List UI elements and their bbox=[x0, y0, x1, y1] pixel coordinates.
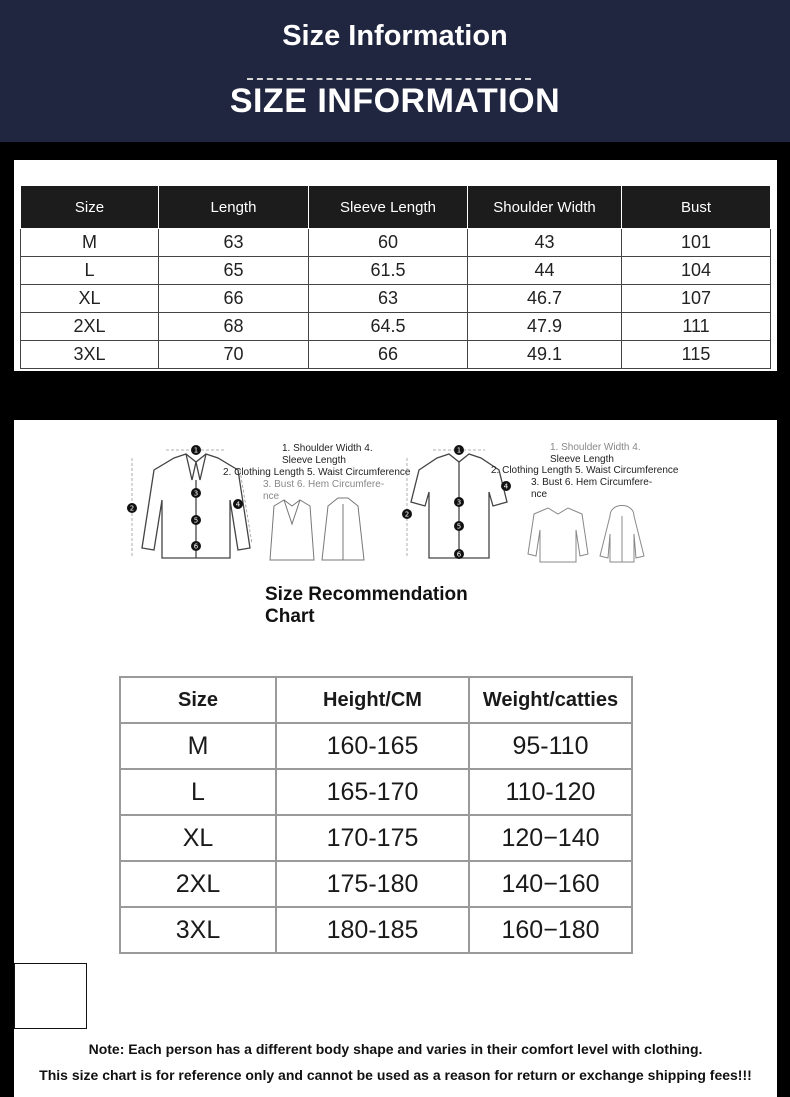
svg-text:3: 3 bbox=[193, 489, 199, 498]
table-cell: 65 bbox=[159, 257, 309, 285]
table-cell: 160-165 bbox=[276, 723, 469, 769]
table-cell: 120−140 bbox=[469, 815, 632, 861]
table-row bbox=[120, 769, 632, 815]
table-cell: 63 bbox=[159, 229, 309, 257]
table-cell: M bbox=[120, 723, 276, 769]
table-row bbox=[21, 229, 771, 257]
banner-title: SIZE INFORMATION bbox=[229, 82, 561, 120]
column-header: Bust bbox=[622, 186, 771, 229]
disclaimer-text: This size chart is for reference only and cannot be used as a reason for return or exchange shipping fees!!! bbox=[39, 1067, 752, 1083]
recommendation-panel bbox=[14, 420, 777, 1097]
table-row bbox=[21, 257, 771, 285]
diagram-note: 2. Clothing Length 5. Waist Circumference bbox=[223, 467, 411, 478]
diagram-note: nce bbox=[531, 489, 548, 500]
jacket-sketch-icons bbox=[264, 494, 374, 566]
table-cell: 110-120 bbox=[469, 769, 632, 815]
diagram-note: nce bbox=[263, 491, 280, 502]
table-cell: 3XL bbox=[120, 907, 276, 953]
svg-text:4: 4 bbox=[235, 500, 241, 509]
measurement-table bbox=[20, 185, 771, 369]
table-cell: 175-180 bbox=[276, 861, 469, 907]
jacket-measurement-diagram bbox=[126, 440, 266, 570]
table-cell: 66 bbox=[159, 285, 309, 313]
column-header: Size bbox=[120, 677, 276, 723]
table-cell: 95-110 bbox=[469, 723, 632, 769]
table-cell: 66 bbox=[309, 341, 468, 369]
table-row bbox=[120, 907, 632, 953]
column-header: Height/CM bbox=[276, 677, 469, 723]
table-cell: 49.1 bbox=[468, 341, 622, 369]
table-row bbox=[21, 313, 771, 341]
table-cell: 47.9 bbox=[468, 313, 622, 341]
table-cell: 43 bbox=[468, 229, 622, 257]
column-header: Weight/catties bbox=[469, 677, 632, 723]
diagram-note: 2. Clothing Length 5. Waist Circumference bbox=[491, 465, 679, 476]
table-cell: 60 bbox=[309, 229, 468, 257]
table-cell: 68 bbox=[159, 313, 309, 341]
svg-text:5: 5 bbox=[456, 522, 462, 531]
column-header: Size bbox=[21, 186, 159, 229]
table-cell: 44 bbox=[468, 257, 622, 285]
recommendation-title-line: Size Recommendation bbox=[265, 584, 468, 605]
svg-text:2: 2 bbox=[404, 510, 410, 519]
note-text: Note: Each person has a different body shape and varies in their comfort level with clothing. bbox=[88, 1041, 703, 1057]
table-cell: 111 bbox=[622, 313, 771, 341]
table-cell: 165-170 bbox=[276, 769, 469, 815]
table-cell: XL bbox=[21, 285, 159, 313]
table-cell: 61.5 bbox=[309, 257, 468, 285]
table-row bbox=[21, 285, 771, 313]
table-cell: 160−180 bbox=[469, 907, 632, 953]
table-row bbox=[120, 723, 632, 769]
table-cell: 180-185 bbox=[276, 907, 469, 953]
svg-text:4: 4 bbox=[503, 482, 509, 491]
table-cell: 170-175 bbox=[276, 815, 469, 861]
svg-text:3: 3 bbox=[456, 498, 462, 507]
diagram-note: Sleeve Length bbox=[550, 454, 614, 465]
table-cell: 115 bbox=[622, 341, 771, 369]
svg-text:1: 1 bbox=[456, 446, 462, 455]
table-cell: 3XL bbox=[21, 341, 159, 369]
svg-text:6: 6 bbox=[456, 550, 462, 559]
svg-text:6: 6 bbox=[193, 542, 199, 551]
diagram-note: 1. Shoulder Width 4. bbox=[550, 442, 641, 453]
column-header: Sleeve Length bbox=[309, 186, 468, 229]
table-cell: 64.5 bbox=[309, 313, 468, 341]
table-cell: L bbox=[21, 257, 159, 285]
table-cell: 104 bbox=[622, 257, 771, 285]
column-header: Shoulder Width bbox=[468, 186, 622, 229]
table-cell: 2XL bbox=[120, 861, 276, 907]
table-row bbox=[120, 861, 632, 907]
diagram-note: Sleeve Length bbox=[282, 455, 346, 466]
recommendation-title bbox=[265, 584, 495, 628]
shirt-measurement-diagram bbox=[399, 440, 519, 570]
svg-text:5: 5 bbox=[193, 516, 199, 525]
table-row bbox=[120, 815, 632, 861]
table-cell: L bbox=[120, 769, 276, 815]
blank-box bbox=[14, 963, 87, 1029]
table-cell: 46.7 bbox=[468, 285, 622, 313]
table-cell: 2XL bbox=[21, 313, 159, 341]
table-cell: 140−160 bbox=[469, 861, 632, 907]
svg-text:2: 2 bbox=[129, 504, 135, 513]
table-cell: XL bbox=[120, 815, 276, 861]
sweater-sketch-icons bbox=[524, 500, 654, 566]
header-banner bbox=[0, 0, 790, 142]
size-recommendation-table bbox=[119, 676, 633, 954]
diagram-note: 3. Bust 6. Hem Circumfere- bbox=[531, 477, 653, 488]
page-title: Size Information bbox=[282, 20, 508, 52]
table-cell: 70 bbox=[159, 341, 309, 369]
column-header: Length bbox=[159, 186, 309, 229]
table-row bbox=[21, 341, 771, 369]
svg-text:1: 1 bbox=[193, 446, 199, 455]
table-header-row bbox=[120, 677, 632, 723]
table-header-row bbox=[21, 186, 771, 229]
table-cell: 107 bbox=[622, 285, 771, 313]
table-cell: 101 bbox=[622, 229, 771, 257]
dashed-divider bbox=[247, 78, 531, 80]
table-cell: M bbox=[21, 229, 159, 257]
measurement-panel bbox=[14, 160, 777, 371]
recommendation-title-line: Chart bbox=[265, 606, 315, 627]
diagram-note: 1. Shoulder Width 4. bbox=[282, 443, 373, 454]
diagram-note: 3. Bust 6. Hem Circumfere- bbox=[263, 479, 385, 490]
table-cell: 63 bbox=[309, 285, 468, 313]
